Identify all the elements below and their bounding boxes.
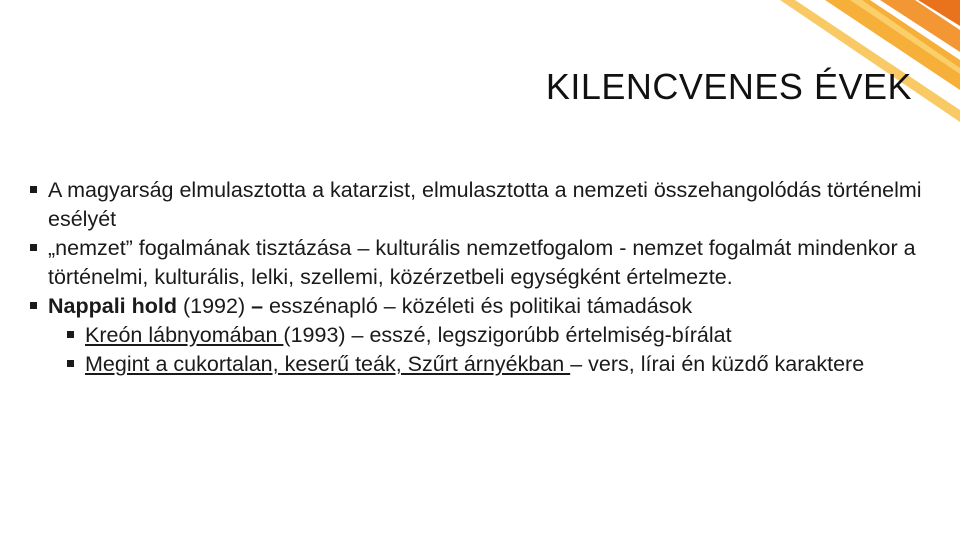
bullet-item (30, 234, 935, 292)
bullet-text: esszénapló – közéleti és politikai támadások (263, 294, 693, 318)
bullet-text: – vers, lírai én küzdő karaktere (570, 352, 865, 376)
sub-bullet-item (30, 321, 935, 350)
dash-bold: – (251, 294, 264, 318)
work-title-bold: Nappali hold (48, 294, 177, 318)
square-bullet-icon (30, 302, 37, 309)
square-bullet-icon (67, 360, 74, 367)
bullet-text: A magyarság elmulasztotta a katarzist, elmulasztotta a nemzeti összehangolódás történelmi esélyét (48, 178, 922, 231)
bullet-list (30, 176, 935, 379)
bullet-text: „nemzet” fogalmának tisztázása – kulturális nemzetfogalom - nemzet fogalmát mindenkor a történelmi, kulturális, lelki, szellemi, közérzetbeli egységként értelmezte. (48, 236, 916, 289)
square-bullet-icon (30, 244, 37, 251)
bullet-item (30, 176, 935, 234)
slide-title: KILENCVENES ÉVEK (545, 66, 912, 107)
square-bullet-icon (30, 186, 37, 193)
square-bullet-icon (67, 331, 74, 338)
work-title-underlined: Kreón lábnyomában (85, 323, 284, 347)
work-title-underlined: Megint a cukortalan, keserű teák, Szűrt árnyékban (85, 352, 571, 376)
corner-decoration (740, 0, 960, 130)
sub-bullet-item (30, 350, 935, 379)
bullet-text: (1993) – esszé, legszigorúbb értelmiség-bírálat (283, 323, 732, 347)
bullet-text: (1992) (177, 294, 252, 318)
bullet-item (30, 292, 935, 321)
